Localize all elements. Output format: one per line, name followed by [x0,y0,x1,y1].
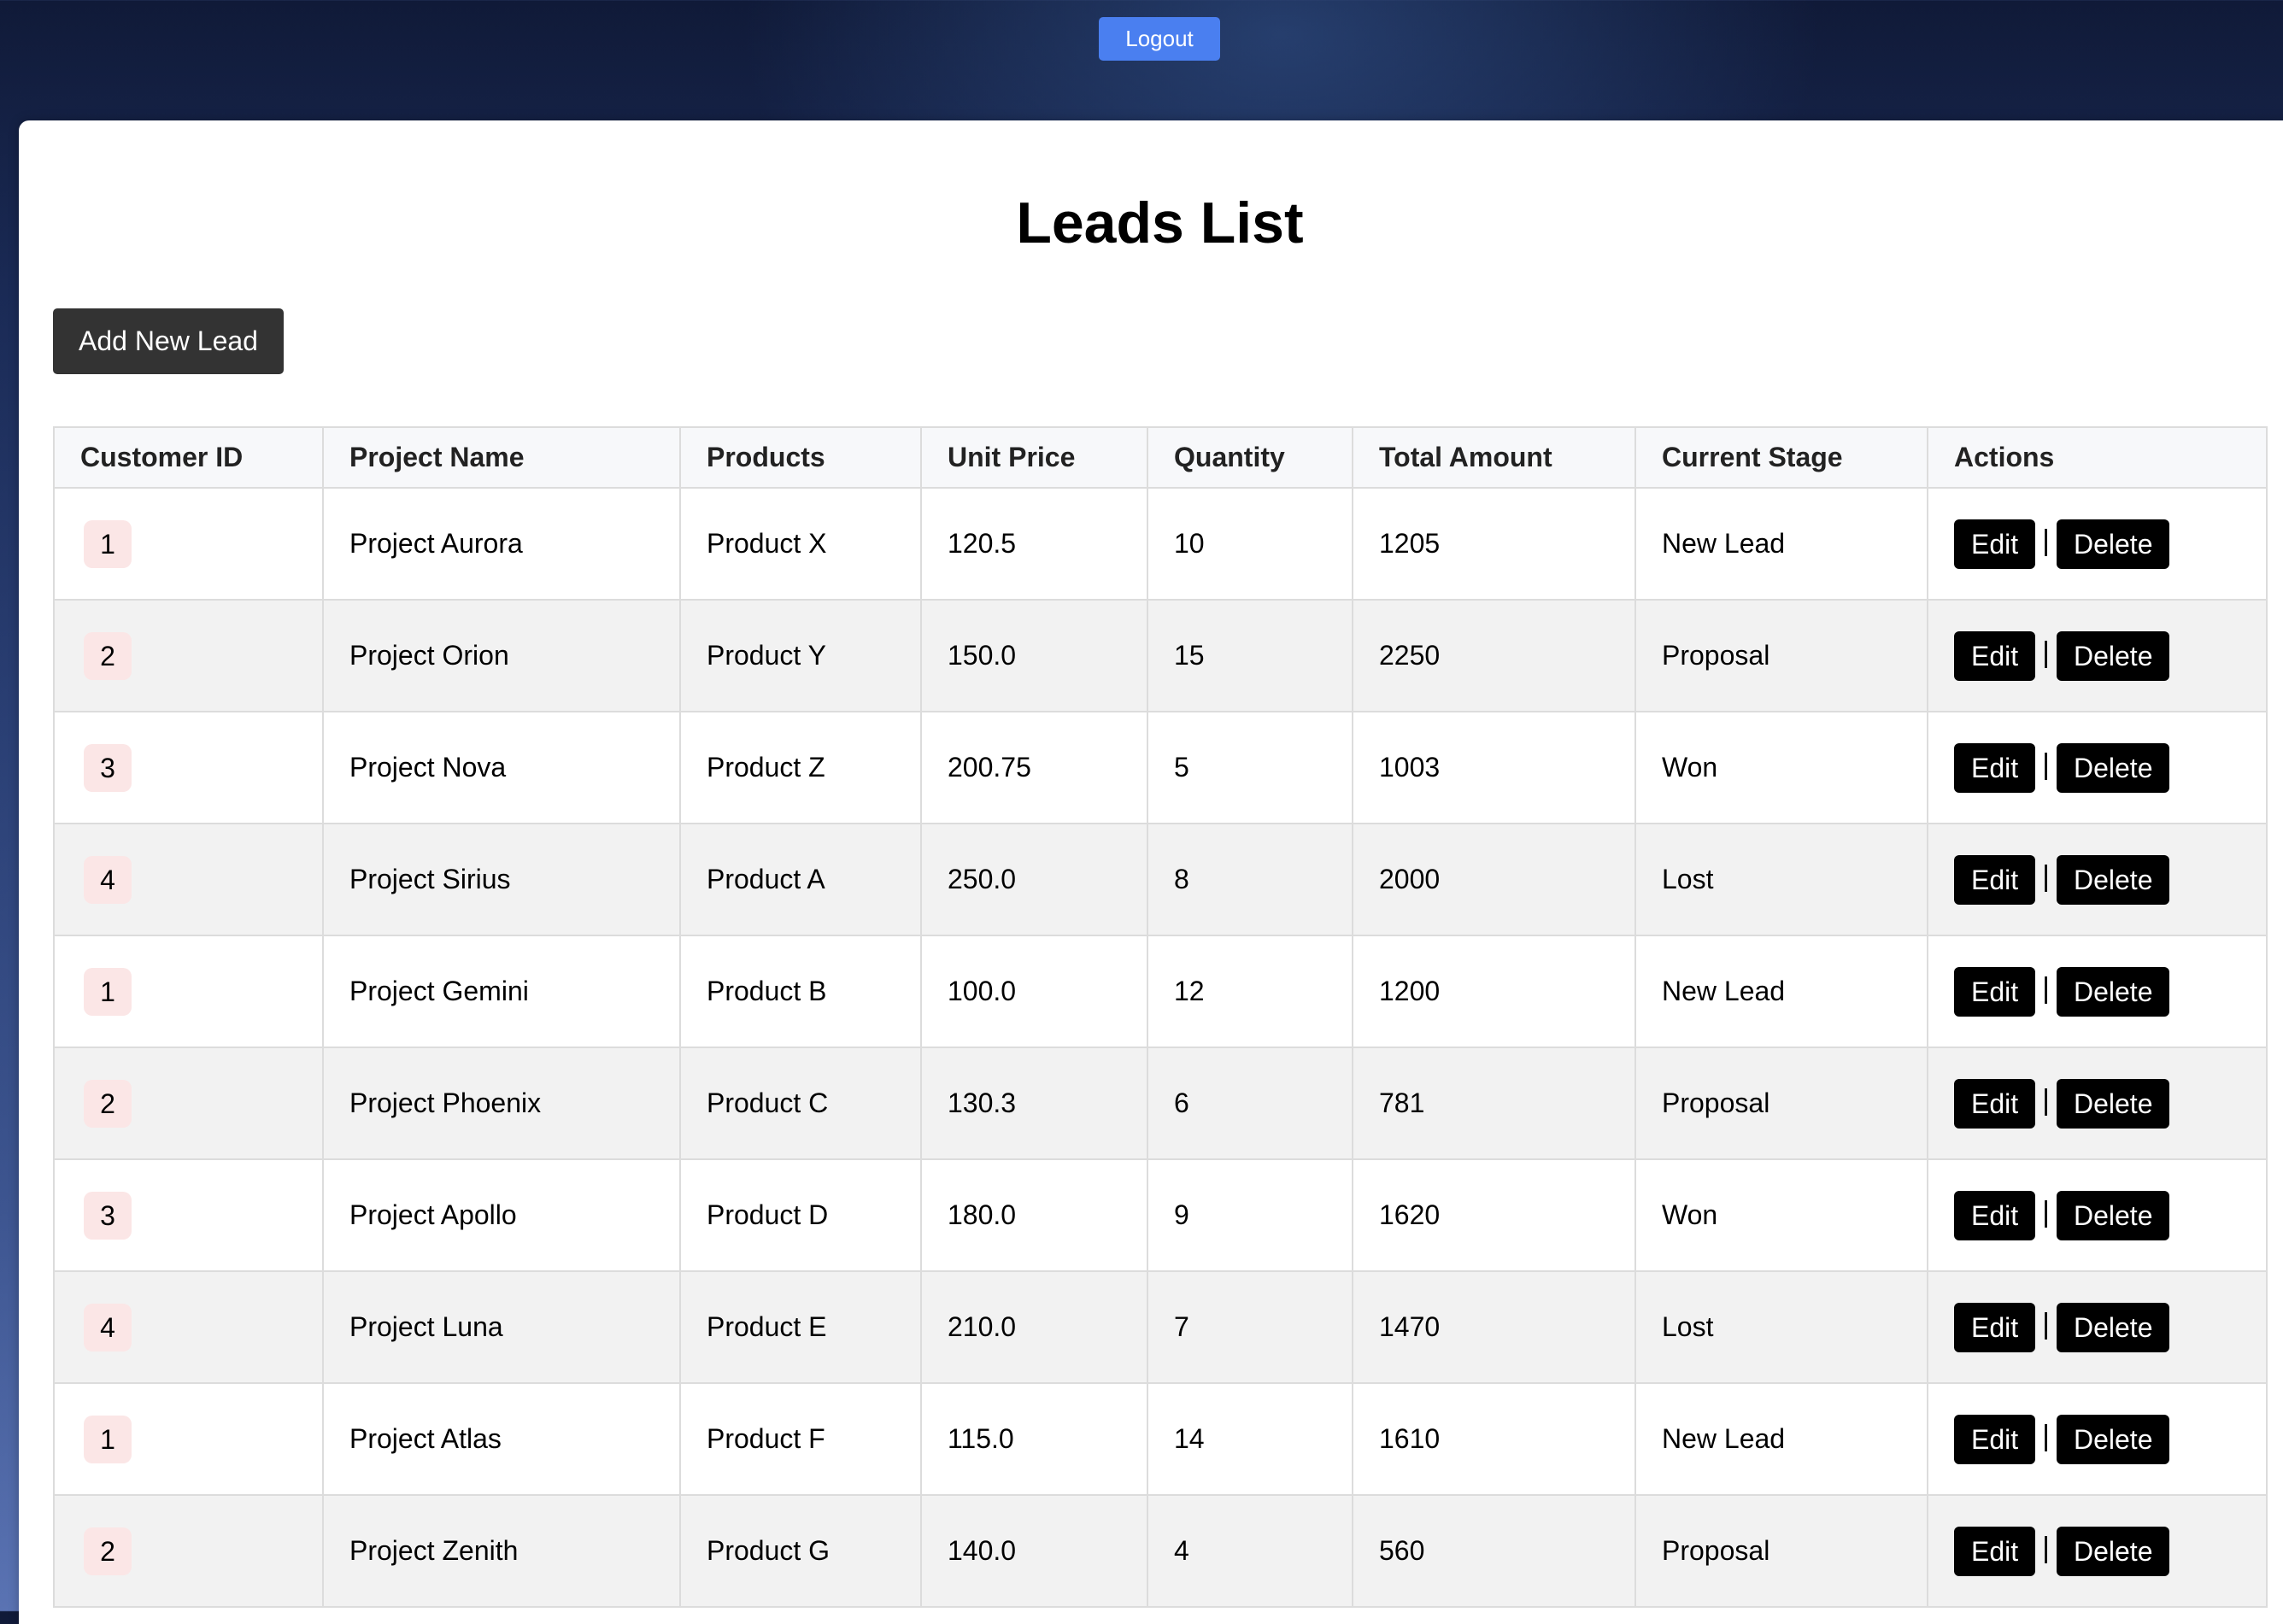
product-cell: Product Y [680,600,921,712]
edit-button[interactable]: Edit [1954,1079,2035,1129]
table-row [54,1047,2267,1159]
quantity-cell: 7 [1147,1271,1353,1383]
customer-id-badge: 2 [84,632,132,680]
table-row [54,1383,2267,1495]
customer-id-badge: 1 [84,968,132,1016]
current-stage-cell: New Lead [1635,935,1928,1047]
unit-price-cell: 150.0 [921,600,1147,712]
action-separator: | [2042,1531,2050,1564]
edit-button[interactable]: Edit [1954,743,2035,793]
action-separator: | [2042,1195,2050,1228]
table-row [54,600,2267,712]
action-separator: | [2042,748,2050,781]
total-amount-cell: 2000 [1353,824,1635,935]
top-bar [0,0,2283,120]
edit-button[interactable]: Edit [1954,967,2035,1017]
actions-cell [1928,824,2267,935]
product-cell: Product G [680,1495,921,1607]
current-stage-cell: New Lead [1635,1383,1928,1495]
delete-button[interactable]: Delete [2057,631,2170,681]
customer-id-cell [54,1271,323,1383]
column-header-products[interactable]: Products [680,427,921,488]
customer-id-badge: 4 [84,856,132,904]
quantity-cell: 8 [1147,824,1353,935]
customer-id-badge: 1 [84,1416,132,1463]
current-stage-cell: Lost [1635,824,1928,935]
edit-button[interactable]: Edit [1954,1303,2035,1352]
current-stage-cell: Lost [1635,1271,1928,1383]
table-row [54,935,2267,1047]
project-name-cell: Project Phoenix [323,1047,680,1159]
column-header-total-amount[interactable]: Total Amount [1353,427,1635,488]
total-amount-cell: 1470 [1353,1271,1635,1383]
quantity-cell: 10 [1147,488,1353,600]
delete-button[interactable]: Delete [2057,1527,2170,1576]
total-amount-cell: 1200 [1353,935,1635,1047]
table-row [54,824,2267,935]
delete-button[interactable]: Delete [2057,1303,2170,1352]
actions-cell [1928,1383,2267,1495]
action-separator: | [2042,1307,2050,1340]
total-amount-cell: 1205 [1353,488,1635,600]
unit-price-cell: 100.0 [921,935,1147,1047]
leads-table [53,426,2268,1608]
table-row [54,712,2267,824]
unit-price-cell: 180.0 [921,1159,1147,1271]
product-cell: Product D [680,1159,921,1271]
unit-price-cell: 200.75 [921,712,1147,824]
current-stage-cell: New Lead [1635,488,1928,600]
column-header-current-stage[interactable]: Current Stage [1635,427,1928,488]
product-cell: Product B [680,935,921,1047]
unit-price-cell: 115.0 [921,1383,1147,1495]
table-header-row [54,427,2267,488]
actions-cell [1928,935,2267,1047]
current-stage-cell: Won [1635,712,1928,824]
current-stage-cell: Proposal [1635,600,1928,712]
quantity-cell: 15 [1147,600,1353,712]
delete-button[interactable]: Delete [2057,1079,2170,1129]
actions-cell [1928,1047,2267,1159]
add-new-lead-button[interactable]: Add New Lead [53,308,284,374]
total-amount-cell: 2250 [1353,600,1635,712]
customer-id-cell [54,1495,323,1607]
unit-price-cell: 140.0 [921,1495,1147,1607]
customer-id-cell [54,600,323,712]
actions-cell [1928,1495,2267,1607]
customer-id-badge: 3 [84,744,132,792]
column-header-unit-price[interactable]: Unit Price [921,427,1147,488]
logout-button[interactable]: Logout [1099,17,1220,61]
product-cell: Product X [680,488,921,600]
total-amount-cell: 781 [1353,1047,1635,1159]
table-row [54,1495,2267,1607]
delete-button[interactable]: Delete [2057,1415,2170,1464]
delete-button[interactable]: Delete [2057,743,2170,793]
unit-price-cell: 120.5 [921,488,1147,600]
project-name-cell: Project Nova [323,712,680,824]
quantity-cell: 14 [1147,1383,1353,1495]
action-separator: | [2042,1083,2050,1117]
customer-id-badge: 3 [84,1192,132,1240]
actions-cell [1928,712,2267,824]
total-amount-cell: 1620 [1353,1159,1635,1271]
action-separator: | [2042,859,2050,893]
unit-price-cell: 130.3 [921,1047,1147,1159]
leads-table-body [54,488,2267,1607]
customer-id-badge: 2 [84,1080,132,1128]
column-header-customer-id[interactable]: Customer ID [54,427,323,488]
action-separator: | [2042,636,2050,669]
total-amount-cell: 560 [1353,1495,1635,1607]
project-name-cell: Project Zenith [323,1495,680,1607]
project-name-cell: Project Aurora [323,488,680,600]
edit-button[interactable]: Edit [1954,1415,2035,1464]
current-stage-cell: Won [1635,1159,1928,1271]
customer-id-cell [54,935,323,1047]
edit-button[interactable]: Edit [1954,631,2035,681]
table-row [54,1271,2267,1383]
action-separator: | [2042,1419,2050,1452]
quantity-cell: 5 [1147,712,1353,824]
project-name-cell: Project Luna [323,1271,680,1383]
current-stage-cell: Proposal [1635,1495,1928,1607]
product-cell: Product F [680,1383,921,1495]
quantity-cell: 12 [1147,935,1353,1047]
project-name-cell: Project Orion [323,600,680,712]
edit-button[interactable]: Edit [1954,1527,2035,1576]
unit-price-cell: 210.0 [921,1271,1147,1383]
total-amount-cell: 1610 [1353,1383,1635,1495]
actions-cell [1928,1271,2267,1383]
actions-cell [1928,600,2267,712]
unit-price-cell: 250.0 [921,824,1147,935]
edit-button[interactable]: Edit [1954,855,2035,905]
delete-button[interactable]: Delete [2057,855,2170,905]
project-name-cell: Project Gemini [323,935,680,1047]
customer-id-badge: 1 [84,520,132,568]
quantity-cell: 4 [1147,1495,1353,1607]
column-header-quantity[interactable]: Quantity [1147,427,1353,488]
edit-button[interactable]: Edit [1954,1191,2035,1240]
current-stage-cell: Proposal [1635,1047,1928,1159]
actions-cell [1928,1159,2267,1271]
total-amount-cell: 1003 [1353,712,1635,824]
page-title: Leads List [1016,191,1304,255]
action-separator: | [2042,971,2050,1005]
column-header-project-name[interactable]: Project Name [323,427,680,488]
customer-id-cell [54,488,323,600]
action-separator: | [2042,524,2050,557]
quantity-cell: 6 [1147,1047,1353,1159]
product-cell: Product E [680,1271,921,1383]
delete-button[interactable]: Delete [2057,967,2170,1017]
customer-id-cell [54,1383,323,1495]
product-cell: Product Z [680,712,921,824]
customer-id-cell [54,824,323,935]
delete-button[interactable]: Delete [2057,519,2170,569]
project-name-cell: Project Apollo [323,1159,680,1271]
customer-id-cell [54,712,323,824]
customer-id-cell [54,1159,323,1271]
delete-button[interactable]: Delete [2057,1191,2170,1240]
table-row [54,488,2267,600]
customer-id-badge: 4 [84,1304,132,1351]
table-row [54,1159,2267,1271]
customer-id-cell [54,1047,323,1159]
column-header-actions: Actions [1928,427,2267,488]
product-cell: Product C [680,1047,921,1159]
quantity-cell: 9 [1147,1159,1353,1271]
edit-button[interactable]: Edit [1954,519,2035,569]
project-name-cell: Project Atlas [323,1383,680,1495]
product-cell: Product A [680,824,921,935]
customer-id-badge: 2 [84,1527,132,1575]
actions-cell [1928,488,2267,600]
project-name-cell: Project Sirius [323,824,680,935]
